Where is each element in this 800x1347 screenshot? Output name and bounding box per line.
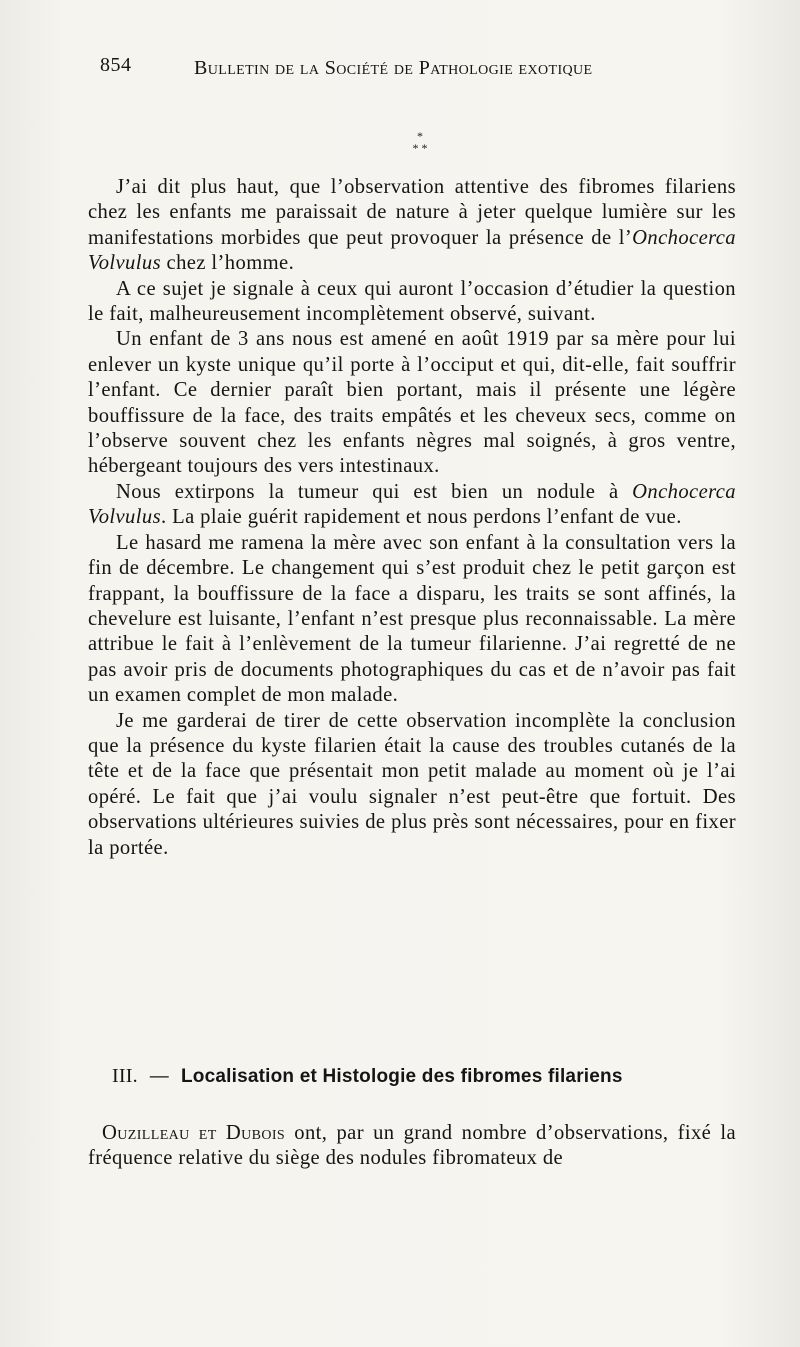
paragraph-text: ont, par un grand nombre d’observations, fixé la fréquence relative du siège des nodules fibromateux de — [88, 1122, 737, 1170]
paragraph — [88, 480, 736, 531]
section-dash: — — [149, 1066, 169, 1087]
section-title: Localisation et Histologie des fibromes filariens — [180, 1066, 623, 1087]
paragraph: Le hasard me ramena la mère avec son enfant à la consultation vers la fin de décembre. Le changement qui s’est produit chez le petit garçon est frappant, la bouffissure de la face a disparu, les traits se sont affinés, la chevelure est luisante, l’enfant n’est presque plus reconnaissable. La mère attribue le fait à l’enlèvement de la tumeur filarienne. J’ai regretté de ne pas avoir pris de documents photographiques du cas et de n’avoir pas fait un examen complet de mon malade. — [88, 531, 736, 707]
paragraph-text: Nous extirpons la tumeur qui est bien un nodule à — [116, 480, 633, 503]
asterism-bottom: * * — [412, 141, 428, 155]
species-name: Onchocerca Volvulus — [88, 480, 736, 529]
running-header — [100, 54, 730, 84]
page-number: 854 — [100, 54, 132, 76]
author-names: Ouzilleau et Dubois — [102, 1122, 286, 1144]
paragraph-text: chez l’homme. — [161, 252, 295, 275]
running-title: Bulletin de la Société de Pathologie exotique — [194, 57, 593, 79]
paragraph-text: J’ai dit plus haut, que l’observation attentive des fibromes filariens chez les enfants me paraissait de nature à jeter quelque lumière sur les manifestations morbides que peut provoquer la présence de l’ — [88, 176, 736, 249]
paragraph: Je me garderai de tirer de cette observation incomplète la conclusion que la présence du kyste filarien était la cause des troubles cutanés de la tête et de la face que présentait mon petit malade au moment où je l’ai opéré. Le fait que j’ai voulu signaler n’est peut-être que fortuit. Des observations ultérieures suivies de plus près sont nécessaires, pour en fixer la portée. — [88, 709, 736, 859]
body-text — [88, 175, 736, 861]
asterism-separator — [390, 130, 450, 160]
paragraph-text: . La plaie guérit rapidement et nous perdons l’enfant de vue. — [161, 506, 682, 529]
paragraph: Un enfant de 3 ans nous est amené en août 1919 par sa mère pour lui enlever un kyste unique qu’il porte à l’occiput et qui, dit-elle, fait souffrir l’enfant. Ce dernier paraît bien portant, mais il présente une légère bouffissure de la face, des traits empâtés et les cheveux secs, comme on l’observe souvent chez les enfants nègres mal soignés, à gros ventre, hébergeant toujours des vers intestinaux. — [88, 328, 736, 478]
asterism-top: * — [417, 129, 423, 143]
paragraph: A ce sujet je signale à ceux qui auront l’occasion d’étudier la question le fait, malheureusement incomplètement observé, suivant. — [88, 277, 736, 326]
paragraph — [88, 1121, 736, 1172]
section-heading — [112, 1065, 732, 1088]
species-name: Onchocerca Volvulus — [88, 226, 736, 275]
section-number: III. — [112, 1065, 138, 1087]
paragraph — [88, 175, 736, 277]
section-body — [88, 1121, 736, 1172]
